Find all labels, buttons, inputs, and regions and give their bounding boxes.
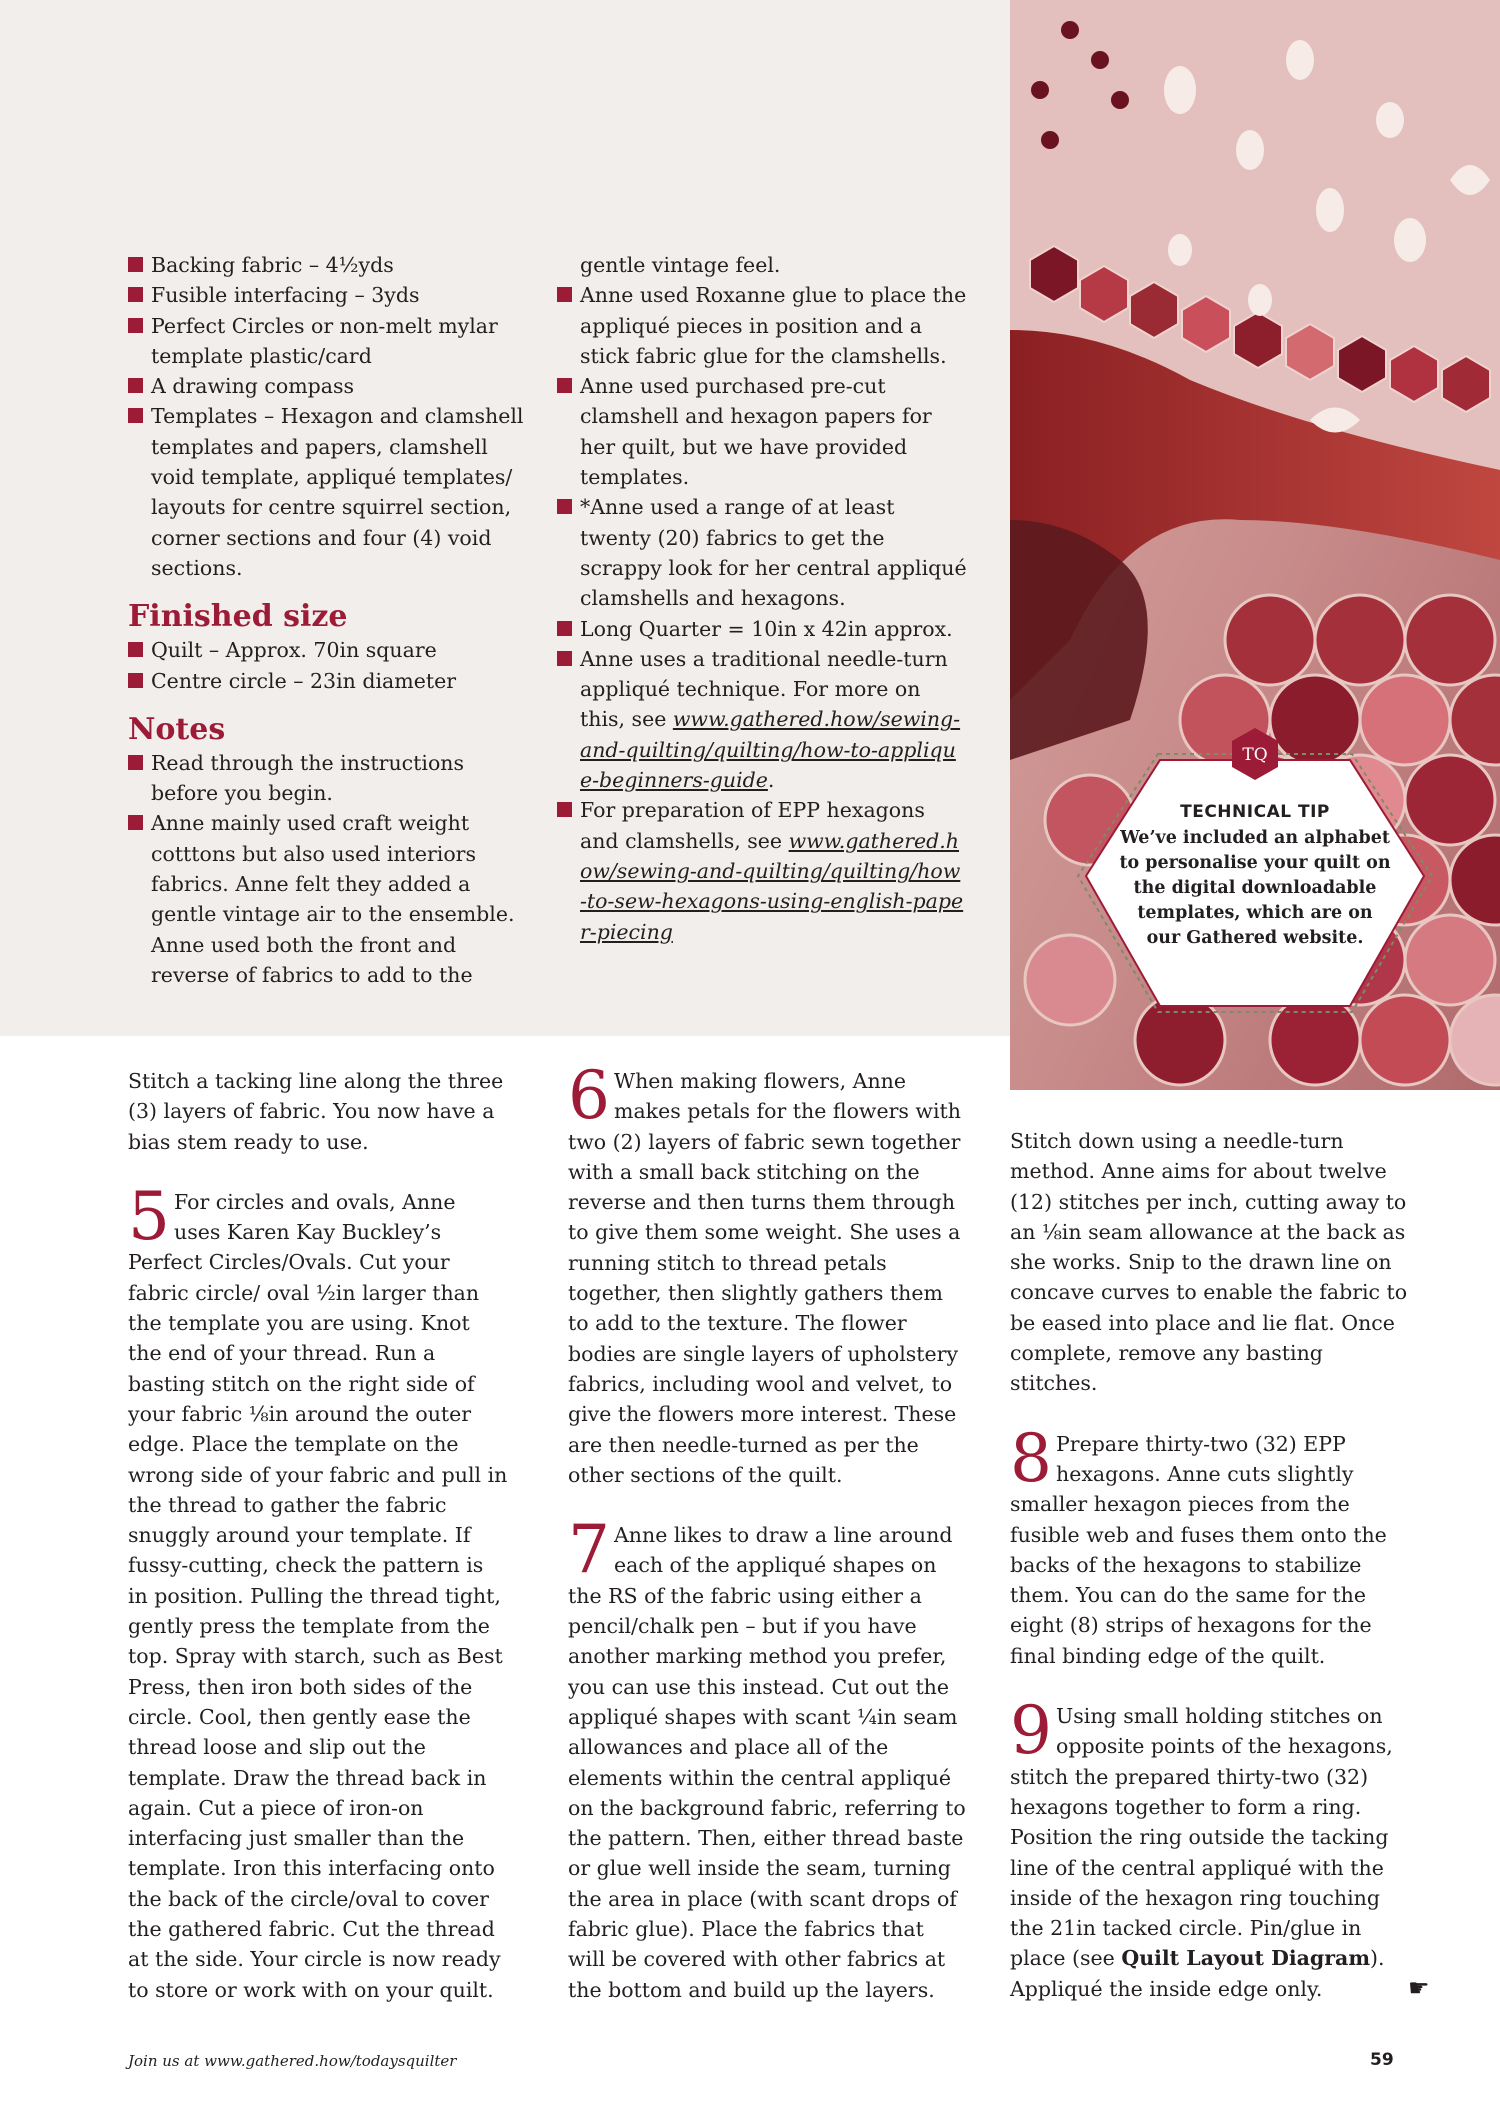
step-text: When making flowers, Anne makes petals for the flowers with two (2) layers of fabric sewn together with a small back stitching on the reverse and then turns them through to give them some weight. She uses a running stitch to thread petals together, then slightly gathers them to add to the texture. The flower bodies are single layers of upholstery fabrics, including wool and velvet, to give the flowers more interest. These are then needle-turned as per the other sections of the quilt. [568, 1069, 961, 1487]
list-item: Templates – Hexagon and clamshell templates and papers, clamshell void template, appliqué templates/ layouts for centre squirrel section, corner sections and four (4) void sections. [128, 401, 528, 583]
requirements-column-1 [128, 250, 528, 990]
list-item: *Anne used a range of at least twenty (20) fabrics to get the scrappy look for her central appliqué clamshells and hexagons. [557, 492, 967, 613]
step-8 [1010, 1419, 1408, 1671]
step-number: 7 [568, 1511, 610, 1589]
finished-size-heading: Finished size [128, 599, 348, 635]
page-number: 59 [1370, 2050, 1394, 2070]
step-9 [1010, 1692, 1408, 2004]
step-9-text-after: ). Appliqué the inside edge only. [1010, 1946, 1385, 2001]
step-7 [568, 1511, 966, 2005]
tq-badge: TQ [1242, 745, 1268, 765]
footer-website: Join us at www.gathered.how/todaysquilter [128, 2052, 457, 2070]
list-item: Fusible interfacing – 3yds [128, 280, 528, 310]
tip-title: TECHNICAL TIP [1180, 802, 1330, 822]
turn-page-icon: ☛ [1408, 1974, 1430, 2002]
body-column-3 [1010, 1126, 1408, 2004]
list-item: Read through the instructions before you begin. [128, 748, 528, 809]
epp-text: For preparation of EPP hexagons and clamshells, see [580, 798, 925, 853]
technical-tip-box [1068, 706, 1442, 1046]
body-column-2 [568, 1057, 966, 2005]
tip-body: We’ve included an alphabet to personalise your quilt on the digital downloadable templates, which are on our Gathered website. [1119, 828, 1391, 948]
requirements-column-2 [557, 250, 967, 947]
step-text: Anne likes to draw a line around each of the appliqué shapes on the RS of the fabric using either a pencil/chalk pen – but if you have another marking method you prefer, you can use this instead. Cut out the appliqué shapes with scant ¼in seam allowances and place all of the elements within the central appliqué on the background fabric, referring to the pattern. Then, either thread baste or glue well inside the seam, turning the area in place (with scant drops of fabric glue). Place the fabrics that will be covered with other fabrics at the bottom and build up the layers. [568, 1523, 966, 2002]
list-item: Quilt – Approx. 70in square [128, 635, 528, 665]
materials-list [128, 250, 528, 583]
step-7-continuation: Stitch down using a needle-turn method. Anne aims for about twelve (12) stitches per inch, cutting away to an ⅛in seam allowance at the back as she works. Snip to the drawn line on concave curves to enable the fabric to be eased into place and lie flat. Once complete, remove any basting stitches. [1010, 1129, 1408, 1396]
epp-link[interactable]: www.gathered.how/sewing-and-quilting/quilting/how-to-sew-hexagons-using-english-paper-piecing [580, 828, 964, 944]
finished-size-list [128, 635, 528, 696]
step-text [1010, 1692, 1408, 2004]
step-number: 5 [128, 1177, 170, 1255]
notes-heading: Notes [128, 711, 226, 747]
list-item: Anne used Roxanne glue to place the appliqué pieces in position and a stick fabric glue for the clamshells. [557, 280, 967, 371]
intro-paragraph: Stitch a tacking line along the three (3) layers of fabric. You now have a bias stem ready to use. [128, 1069, 504, 1154]
needle-turn-text: Anne uses a traditional needle-turn appliqué technique. For more on this, see [580, 646, 948, 732]
notes-list-continued [557, 280, 967, 947]
list-item: Anne uses a traditional needle-turn appliqué technique. For more on this, see www.gathered.how/sewing-and-quilting/quilting/how-to-applique-beginners-guide. [557, 644, 967, 795]
list-item: Anne mainly used craft weight cotttons but also used interiors fabrics. Anne felt they added a gentle vintage air to the ensemble. Anne used both the front and reverse of fabrics to add to the [128, 808, 528, 990]
notes-list [128, 748, 528, 990]
step-5 [128, 1177, 508, 2005]
list-item: A drawing compass [128, 371, 528, 401]
list-item [557, 795, 967, 946]
step-number: 8 [1010, 1419, 1052, 1497]
body-column-1 [128, 1066, 508, 2005]
needle-turn-link[interactable]: www.gathered.how/sewing-and-quilting/quilting/how-to-applique-beginners-guide [580, 707, 961, 793]
list-item: Perfect Circles or non-melt mylar template plastic/card [128, 311, 528, 372]
step-text: For circles and ovals, Anne uses Karen Kay Buckley’s Perfect Circles/Ovals. Cut your fabric circle/ oval ½in larger than the template you are using. Knot the end of your thread. Run a basting stitch on the right side of your fabric ⅛in around the outer edge. Place the template on the wrong side of your fabric and pull in the thread to gather the fabric snuggly around your template. If fussy-cutting, check the pattern is in position. Pulling the thread tight, gently press the template from the top. Spray with starch, such as Best Press, then iron both sides of the circle. Cool, then gently ease the thread loose and slip out the template. Draw the thread back in again. Cut a piece of iron-on interfacing just smaller than the template. Iron this interfacing onto the back of the circle/oval to cover the gathered fabric. Cut the thread at the side. Your circle is now ready to store or work with on your quilt. [128, 1189, 508, 2002]
list-item: Anne used purchased pre-cut clamshell and hexagon papers for her quilt, but we have provided templates. [557, 371, 967, 492]
step-number: 6 [568, 1057, 610, 1134]
step-text: Prepare thirty-two (32) EPP hexagons. Anne cuts slightly smaller hexagon pieces from the fusible web and fuses them onto the backs of the hexagons to stabilize them. You can do the same for the eight (8) strips of hexagons for the final binding edge of the quilt. [1010, 1431, 1387, 1668]
list-item: Long Quarter = 10in x 42in approx. [557, 614, 967, 644]
step-6 [568, 1057, 966, 1490]
list-item: Centre circle – 23in diameter [128, 666, 528, 696]
step-number: 9 [1010, 1692, 1052, 1770]
quilt-layout-diagram-ref: Quilt Layout Diagram [1121, 1946, 1371, 1971]
notes-continuation: gentle vintage feel. [580, 253, 781, 277]
list-item: Backing fabric – 4½yds [128, 250, 528, 280]
step-9-text-before: Using small holding stitches on opposite points of the hexagons, stitch the prepared thirty-two (32) hexagons together to form a ring. Position the ring outside the tacking line of the central appliqué with the inside of the hexagon ring touching the 21in tacked circle. Pin/glue in place (see [1010, 1704, 1393, 1971]
